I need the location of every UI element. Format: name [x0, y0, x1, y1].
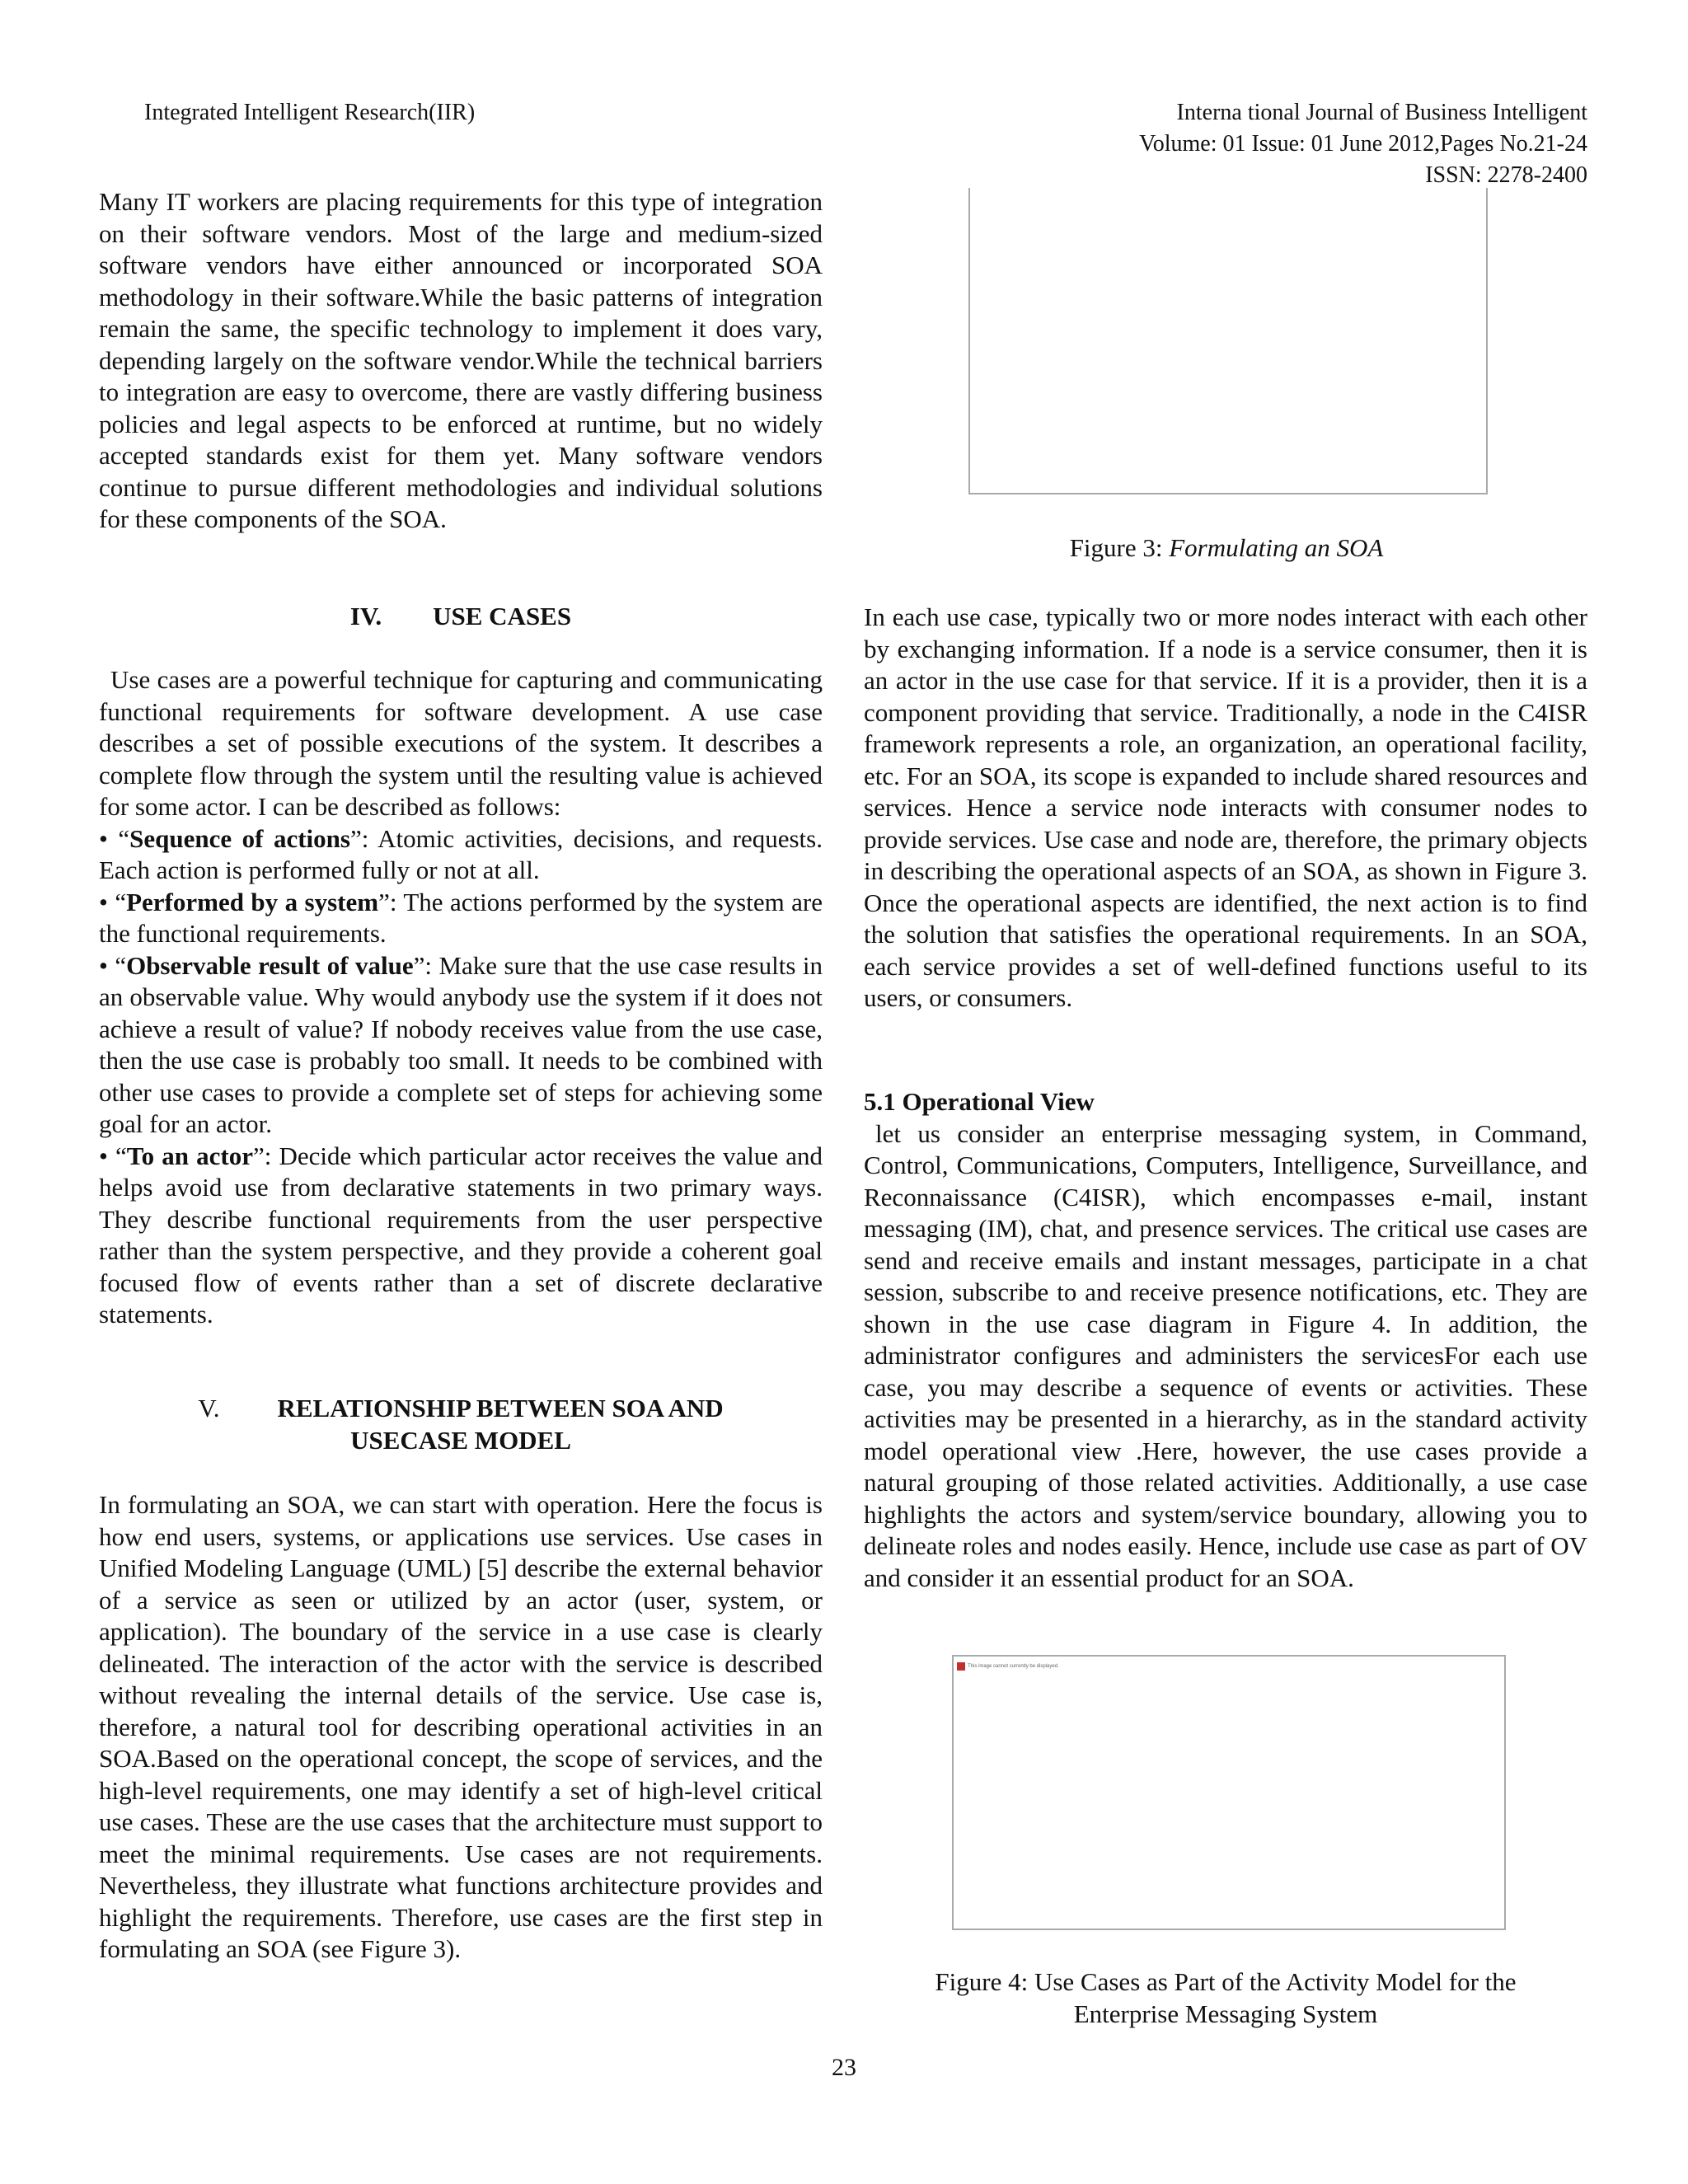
section-5-title-line2: USECASE MODEL	[350, 1425, 571, 1455]
running-header-right	[912, 97, 1587, 191]
issn: ISSN: 2278-2400	[1425, 162, 1587, 188]
section-4-body	[99, 664, 823, 1331]
use-cases-paragraph: Use cases are a powerful technique for capturing and communicating functional requirements for software development. A use case describes a set of possible executions of the system. It describes a complete flow through the system until the resulting value is achieved for some actor. I can be described as follows:	[99, 665, 823, 821]
running-header-left: Integrated Intelligent Research(IIR)	[144, 100, 476, 125]
figure-3-caption: Figure 3: Formulating an SOA	[1069, 533, 1384, 562]
figure-3-image	[968, 188, 1488, 494]
section-5-heading	[99, 1393, 823, 1456]
list-item-to-an-actor: • “To an actor”: Decide which particular actor receives the value and helps avoid use from declarative statements in two primary ways. They describe functional requirements from the user perspective rather than the system perspective, and they provide a coherent goal focused flow of events rather than a set of discrete declarative statements.	[99, 1141, 823, 1329]
list-item-observable-result: • “Observable result of value”: Make sure that the use case results in an observable value. Why would anybody use the system if it does not achieve a result of value? If nobody receives value from the use case, then the use case is probably too small. It needs to be combined with other use cases to provide a complete set of steps for achieving some goal for an actor.	[99, 950, 823, 1138]
figure-4-image	[952, 1655, 1506, 1930]
section-4-number: IV.	[349, 602, 382, 630]
volume-info: Volume: 01 Issue: 01 June 2012,Pages No.21-24	[1139, 131, 1587, 157]
section-4-title: USE CASES	[433, 602, 572, 630]
relationship-paragraph: In formulating an SOA, we can start with operation. Here the focus is how end users, systems, or applications use services. Use cases in Unified Modeling Language (UML) [5] describe the external behavior of a service as seen or utilized by an actor (user, system, or application). The boundary of the service in a use case is clearly delineated. The interaction of the actor with the service is described without revealing the internal details of the service. Use case is, therefore, a natural tool for describing operational activities in an SOA.Based on the operational concept, the scope of services, and the high-level requirements, one may identify a set of high-level critical use cases. These are the use cases that the architecture must support to meet the minimal requirements. Use cases are not requirements. Nevertheless, they illustrate what functions architecture provides and highlight the requirements. Therefore, use cases are the first step in formulating an SOA (see Figure 3).	[99, 1490, 823, 1963]
section-5-number: V.	[198, 1394, 220, 1422]
page-number: 23	[832, 2054, 856, 2081]
intro-paragraph: Many IT workers are placing requirements for this type of integration on their software vendors. Most of the large and medium-sized software vendors have either announced or incorporated SOA methodology in their software.While the basic patterns of integration remain the same, the specific technology to implement it does vary, depending largely on the software vendor.While the technical barriers to integration are easy to overcome, there are vastly differing business policies and legal aspects to be enforced at runtime, but no widely accepted standards exist for them yet. Many software vendors continue to pursue different methodologies and individual solutions for these components of the SOA.	[99, 187, 823, 533]
section-5-title-line1: RELATIONSHIP BETWEEN SOA AND	[277, 1394, 724, 1422]
broken-image-icon	[957, 1662, 965, 1671]
list-item-sequence-of-actions: • “Sequence of actions”: Atomic activities, decisions, and requests. Each action is performed fully or not at all.	[99, 823, 823, 884]
operational-view-paragraph: let us consider an enterprise messaging system, in Command, Control, Communications, Computers, Intelligence, Surveillance, and Reconnaissance (C4ISR), which encompasses e-mail, instant messaging (IM), chat, and presence services. The critical use cases are send and receive emails and instant messages, participate in a chat session, subscribe to and receive presence notifications, etc. They are shown in the use case diagram in Figure 4. In addition, the administrator configures and administers the servicesFor each use case, you may describe a sequence of events or activities. These activities may be presented in a hierarchy, as in the standard activity model operational view .Here, however, the use cases provide a natural grouping of those related activities. Additionally, a use case highlights the actors and system/service boundary, allowing you to delineate roles and nodes easily. Hence, include use case as part of OV and consider it an essential product for an SOA.	[864, 1118, 1587, 1592]
list-item-performed-by-system: • “Performed by a system”: The actions performed by the system are the functional requirements.	[99, 887, 823, 948]
journal-name: Interna tional Journal of Business Intelligent	[1176, 100, 1587, 125]
figure-4-caption: Figure 4: Use Cases as Part of the Activity Model for the Enterprise Messaging System	[935, 1967, 1517, 2028]
subsection-5-1	[864, 1086, 1587, 1594]
broken-image-placeholder: This image cannot currently be displayed.	[957, 1659, 1059, 1674]
subsection-5-1-title: 5.1 Operational View	[864, 1087, 1095, 1116]
nodes-paragraph: In each use case, typically two or more nodes interact with each other by exchanging information. If a node is a service consumer, then it is an actor in the use case for that service. If it is a provider, then it is a component providing that service. Traditionally, a node in the C4ISR framework represents a role, an organization, an operational facility, etc. For an SOA, its scope is expanded to include shared resources and services. Hence a service node interacts with consumer nodes to provide services. Use case and node are, therefore, the primary objects in describing the operational aspects of an SOA, as shown in Figure 3. Once the operational aspects are identified, the next action is to find the solution that satisfies the operational requirements. In an SOA, each service provides a set of well-defined functions useful to its users, or consumers.	[864, 602, 1587, 1012]
section-4-heading	[99, 601, 823, 633]
